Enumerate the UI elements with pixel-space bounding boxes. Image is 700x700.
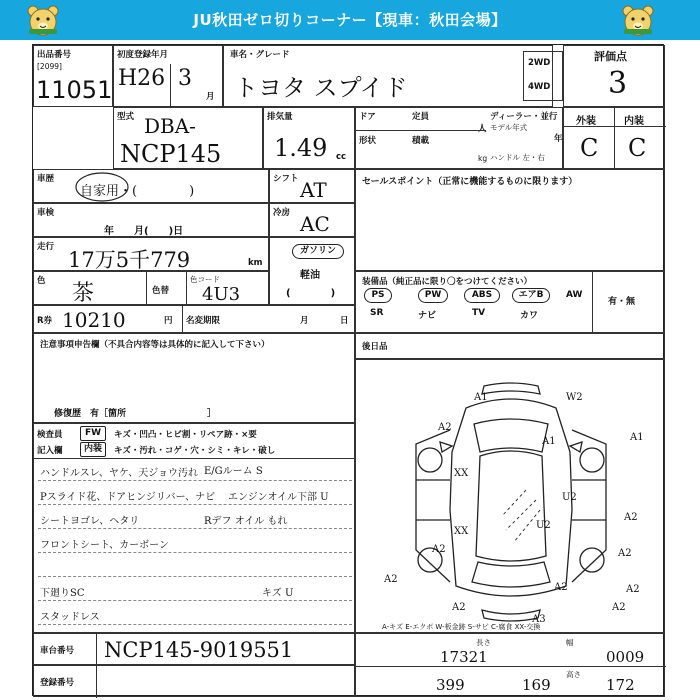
wd-2-label: 2WD (528, 58, 551, 68)
repair-history: 修復歴 有［箇所 ］ (54, 409, 217, 419)
svg-text:XX: XX (454, 526, 469, 537)
ac-value: AC (300, 212, 330, 236)
notes-cell (33, 333, 355, 423)
length-label: 長さ (476, 638, 491, 647)
chassis-cell (33, 633, 355, 665)
interior-label: 内装 (624, 116, 644, 127)
equip-sr: SR (370, 308, 384, 318)
displacement-unit: cc (336, 152, 347, 162)
after-items-label: 後日品 (362, 342, 388, 352)
svg-text:A2: A2 (452, 602, 466, 613)
equip-navi: ナビ (418, 311, 437, 321)
svg-text:U2: U2 (562, 492, 577, 503)
equip-abs: ABS (464, 288, 500, 303)
svg-text:A2: A2 (438, 422, 452, 433)
equip-tv: TV (472, 308, 486, 318)
score-cell (563, 45, 665, 107)
svg-text:A1: A1 (474, 392, 488, 403)
color-value: 茶 (72, 281, 95, 306)
comment-side: E/Gルーム S (204, 466, 263, 477)
model-code: NCP145 (120, 140, 222, 168)
car-name-cell (223, 45, 553, 107)
mileage-unit: km (248, 258, 263, 268)
svg-text:A2: A2 (612, 602, 626, 613)
interior-grade: C (628, 134, 647, 162)
first-reg-label: 初度登録年月 (117, 50, 169, 60)
color-code: 4U3 (202, 284, 241, 305)
model-year-label: モデル年式 (490, 123, 528, 132)
svg-text:A1: A1 (630, 432, 644, 443)
model-prefix: DBA- (144, 114, 196, 138)
first-reg-month: 3 (178, 66, 192, 91)
first-reg-cell (113, 45, 223, 107)
comment-side: Rデフ オイル もれ (204, 516, 288, 527)
equipment-title: 装備品（純正品に限り〇をつけてください） (362, 277, 533, 287)
shape-label: 形状 (359, 136, 377, 146)
color-cell (33, 271, 269, 305)
fw-label: FW (80, 426, 106, 441)
load-label: 積載 (412, 136, 430, 146)
svg-text:A2: A2 (626, 584, 640, 595)
svg-text:XX: XX (454, 468, 469, 479)
auction-banner (0, 0, 700, 40)
inspection-label: 車検 (37, 208, 55, 218)
dealer-label: ディーラー・並行 (490, 112, 558, 122)
recycle-cell (33, 305, 355, 333)
sales-point-title: セールスポイント（正常に機能するものに限ります） (362, 177, 578, 187)
recycle-unit: 円 (164, 316, 173, 326)
svg-text:W2: W2 (566, 392, 583, 403)
handle-label: ハンドル 左・右 (490, 153, 545, 162)
car-outline-icon (356, 360, 666, 634)
load-unit: kg (478, 154, 488, 163)
height-label: 高さ (566, 670, 581, 679)
ac-cell (269, 203, 355, 237)
car-name: トヨタ スプイド (234, 74, 408, 102)
exterior-label: 外装 (576, 116, 596, 127)
first-reg-year: H26 (118, 66, 166, 91)
recycle-value: 10210 (62, 308, 126, 332)
comment-line: 下廻りSC (40, 588, 85, 599)
dimensions-cell (355, 633, 665, 697)
capacity-unit: 人 (478, 124, 487, 134)
comment-line: スタッドレス (40, 612, 100, 623)
door-label: ドア (359, 112, 376, 122)
svg-text:A2: A2 (384, 574, 398, 585)
score-value: 3 (608, 66, 628, 101)
shift-label: シフト (273, 174, 299, 184)
vehicle-type-value: 自家用・( ) (80, 184, 195, 199)
dimension-value: 0009 (606, 648, 645, 666)
sales-point-cell (355, 169, 665, 271)
color-label: 色 (37, 276, 46, 286)
width-label: 幅 (566, 638, 574, 647)
comment-side: エンジンオイル下部 U (228, 492, 329, 503)
inspection-cell (33, 423, 355, 633)
exterior-grade: C (580, 134, 599, 162)
comment-line: ハンドルスレ、ヤケ、天ジョウ汚れ (40, 468, 198, 479)
month-unit: 月 (206, 92, 215, 102)
lot-label: 出品番号 (37, 50, 72, 60)
vehicle-type-label: 車歴 (37, 174, 55, 184)
year-unit: 年 (554, 134, 563, 144)
comment-line: フロントシート、カーボーン (40, 540, 169, 551)
entry-label: 記入欄 (37, 446, 63, 456)
name-change-day: 日 (340, 316, 349, 326)
equip-ps: PS (364, 288, 392, 303)
color-change-label: 色替 (152, 286, 170, 296)
fuel-cell (269, 237, 355, 305)
int-ext-cell (563, 107, 665, 169)
name-change-month: 月 (300, 316, 309, 326)
shift-cell (269, 169, 355, 203)
ac-label: 冷房 (273, 208, 291, 218)
dimension-value: 17321 (440, 648, 488, 666)
after-items-cell (355, 333, 665, 359)
fuel-other: ( ) (286, 288, 336, 299)
color-code-label: 色コード (190, 275, 220, 284)
car-damage-diagram (355, 359, 665, 633)
fuel-diesel: 軽油 (300, 270, 320, 281)
svg-text:A2: A2 (554, 582, 568, 593)
spec-cell (355, 107, 563, 169)
score-label: 評価点 (594, 50, 627, 63)
svg-text:A1: A1 (542, 436, 556, 447)
displacement-value: 1.49 (274, 134, 328, 162)
damage-legend: A-キズ E-エクボ W-板金跡 S-サビ C-腐食 XX-交換 (382, 623, 541, 631)
dimension-value: 399 (436, 676, 465, 694)
fuel-gasoline: ガソリン (292, 244, 344, 259)
comment-side: キズ U (262, 588, 294, 599)
int-items: キズ・汚れ・コゲ・穴・シミ・キレ・破し (114, 446, 276, 456)
equip-pw: PW (418, 288, 448, 303)
svg-text:A2: A2 (432, 544, 446, 555)
dimension-value: 169 (522, 676, 551, 694)
equipment-cell (355, 271, 665, 333)
dimension-value: 172 (606, 676, 635, 694)
model-label: 型式 (117, 112, 135, 122)
svg-text:U2: U2 (536, 520, 551, 531)
mileage-label: 走行 (37, 242, 55, 252)
equip-aw: AW (566, 290, 583, 300)
inspection-value: 年 月( )日 (104, 226, 184, 237)
svg-text:A2: A2 (618, 548, 632, 559)
svg-text:A3: A3 (532, 614, 546, 625)
equip-leather: カワ (520, 311, 539, 321)
mileage-cell (33, 237, 269, 271)
shift-value: AT (300, 178, 327, 202)
fw-items: キズ・凹凸・ヒビ割・リペア跡・×要 (114, 430, 257, 440)
displacement-label: 排気量 (267, 112, 293, 122)
comment-line: Pスライド花、ドアヒンジリバー、ナビ (40, 492, 216, 503)
int-label: 内装 (80, 442, 106, 457)
lot-sub: [2099] (37, 62, 62, 71)
registration-label: 登録番号 (40, 678, 75, 688)
model-cell (113, 107, 263, 169)
notes-title: 注意事項申告欄（不具合内容等は具体的に記入して下さい） (40, 340, 270, 350)
equip-airbag: エアB (512, 288, 550, 303)
lot-number: 11051 (36, 76, 113, 104)
wd-4-label: 4WD (528, 82, 551, 92)
inspection-date-cell (33, 203, 269, 237)
svg-text:A2: A2 (624, 512, 638, 523)
chassis-label: 車台番号 (40, 646, 75, 656)
name-change-label: 名変期限 (186, 316, 221, 326)
registration-cell (33, 665, 355, 697)
mileage-value: 17万5千779 (68, 248, 191, 272)
chassis-number: NCP145-9019551 (104, 638, 294, 662)
comment-line: シートヨゴレ、ヘタリ (40, 516, 140, 527)
vehicle-type-cell (33, 169, 269, 203)
name-grade-label: 車名・グレード (230, 50, 290, 60)
circled-mark-icon (72, 170, 132, 204)
lot-number-cell (33, 45, 113, 107)
displacement-cell (263, 107, 355, 169)
banner-title: JU秋田ゼロ切りコーナー【現車：秋田会場】 (193, 11, 507, 29)
bear-mascot-icon (621, 4, 655, 36)
inspector-label: 検査員 (37, 430, 63, 440)
recycle-label: R券 (37, 316, 53, 326)
drive-type-cell (523, 51, 563, 101)
auction-sheet (32, 44, 664, 696)
sunroof-label: 有・無 (608, 297, 636, 307)
capacity-label: 定員 (412, 112, 430, 122)
